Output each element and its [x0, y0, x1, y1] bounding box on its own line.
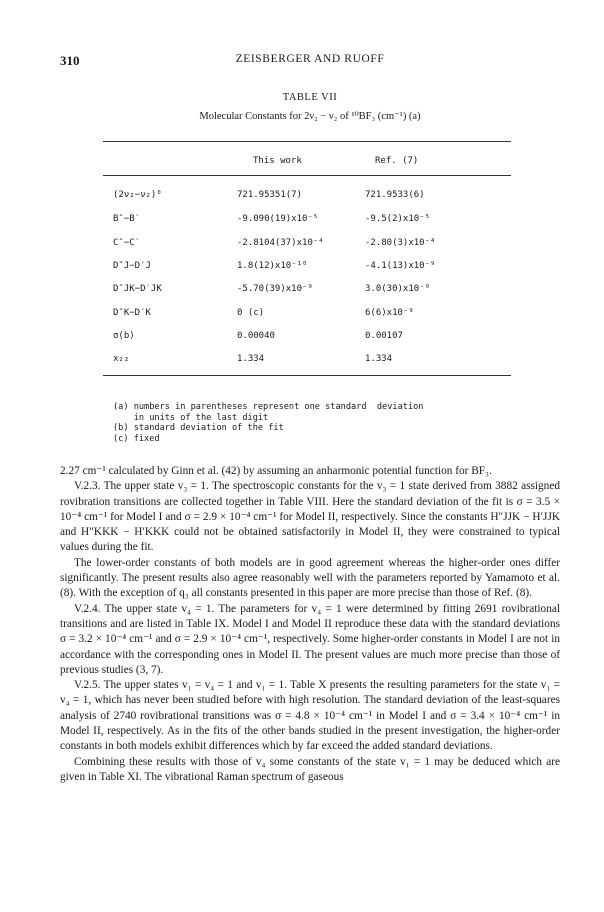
row-label: B″−B′ [113, 214, 141, 224]
row-label: C″−C′ [113, 238, 141, 248]
paragraph: Combining these results with those of v₄ some constants of the state v₁ = 1 may be deduced which are given in Table XI. The vibrational Raman spectrum of gaseous [60, 755, 560, 783]
row-label: D″K−D′K [113, 308, 151, 318]
footnote: (a) numbers in parentheses represent one standard deviation [113, 402, 424, 412]
paragraph: V.2.4. The upper state v₄ = 1. The parameters for v₄ = 1 were determined by fitting 2691 rovibrational transitions and are listed in Table IX. Model I and Model II reproduce these data with the standard deviations σ = 3.2 × 10⁻⁴ cm⁻¹ and σ = 2.9 × 10⁻⁴ cm⁻¹, respectively. Some higher-order constants in Model I are not in accordance with the corresponding ones in Model II. The present values are much more precise than those of previous studies (3, 7). [60, 602, 560, 676]
reference-value: 1.334 [365, 354, 393, 364]
footnote: in units of the last digit [113, 412, 269, 423]
row-label: (2ν₂−ν₂)⁰ [113, 190, 162, 200]
constants-table [103, 130, 511, 391]
row-label: D″J−D′J [113, 261, 151, 271]
table-top-rule [103, 141, 511, 142]
reference-value: -9.5(2)x10⁻⁵ [365, 214, 431, 224]
table-footnotes [113, 402, 513, 444]
paragraph: The lower-order constants of both models are in good agreement whereas the higher-order ones differ significantly. The present results also agree reasonably well with the parameters reported by Yamamoto et al. (8). With the exception of q₃ all constants presented in this paper are more precise than those of Ref. (8). [60, 556, 560, 600]
column-header-this-work: This work [253, 156, 302, 166]
running-title: ZEISBERGER AND RUOFF [235, 53, 385, 65]
footnote: (b) standard deviation of the fit [113, 423, 284, 433]
row-label: x₂₂ [113, 354, 130, 364]
reference-value: 721.9533(6) [365, 190, 425, 200]
row-label: D″JK−D′JK [113, 284, 162, 294]
paragraph: 2.27 cm⁻¹ calculated by Ginn et al. (42) by assuming an anharmonic potential function for BF₃. [60, 465, 492, 477]
reference-value: 3.0(30)x10⁻⁹ [365, 284, 431, 294]
body-text [60, 464, 560, 785]
reference-value: 0.00107 [365, 331, 403, 341]
this-work-value: 0.00040 [237, 331, 275, 341]
reference-value: -2.80(3)x10⁻⁴ [365, 238, 436, 248]
this-work-value: 1.8(12)x10⁻¹⁰ [237, 261, 308, 271]
table-caption: Molecular Constants for 2ν₂ − ν₂ of ¹⁰BF₃ (cm⁻¹) (a) [199, 111, 421, 122]
this-work-value: -2.8104(37)x10⁻⁴ [237, 238, 324, 248]
row-label: σ(b) [113, 331, 135, 341]
this-work-value: 721.95351(7) [237, 190, 303, 200]
running-header [60, 53, 560, 71]
table-bottom-rule [103, 375, 511, 376]
footnote: (c) fixed [113, 433, 160, 444]
this-work-value: 0 (c) [237, 308, 265, 318]
reference-value: 6(6)x10⁻⁹ [365, 308, 414, 318]
column-header-reference: Ref. (7) [375, 156, 419, 166]
reference-value: -4.1(13)x10⁻⁹ [365, 261, 436, 271]
page-number: 310 [60, 53, 80, 68]
table-header-rule [103, 175, 511, 176]
this-work-value: -9.090(19)x10⁻⁵ [237, 214, 319, 224]
this-work-value: -5.70(39)x10⁻⁹ [237, 284, 313, 294]
paragraph: V.2.3. The upper state v₃ = 1. The spectroscopic constants for the v₃ = 1 state derived from 3882 assigned rovibration transitions are collected together in Table VIII. Here the standard deviation of the fit is σ = 3.5 × 10⁻⁴ cm⁻¹ for Model I and σ = 2.9 × 10⁻⁴ cm⁻¹ for Model II, respectively. Since the constants H″JJK − H′JJK and H″KKK − H′KKK could not be obtained satisfactorily in Model II, they were constrained to typical values during the fit. [60, 480, 560, 554]
this-work-value: 1.334 [237, 354, 265, 364]
table-label: TABLE VII [282, 92, 338, 103]
paragraph: V.2.5. The upper states v₁ = v₄ = 1 and v₁ = 1. Table X presents the resulting parameters for the state v₁ = v₄ = 1, which has never been studied before with high resolution. The standard deviation of the least-squares analysis of 2740 rovibrational transitions was σ = 4.8 × 10⁻⁴ cm⁻¹ in Model I and σ = 3.4 × 10⁻⁴ cm⁻¹ in Model II, respectively. As in the fits of the other bands studied in the present investigation, the higher-order constants in both models exhibit differences which by far exceed the added standard deviations. [60, 679, 560, 753]
